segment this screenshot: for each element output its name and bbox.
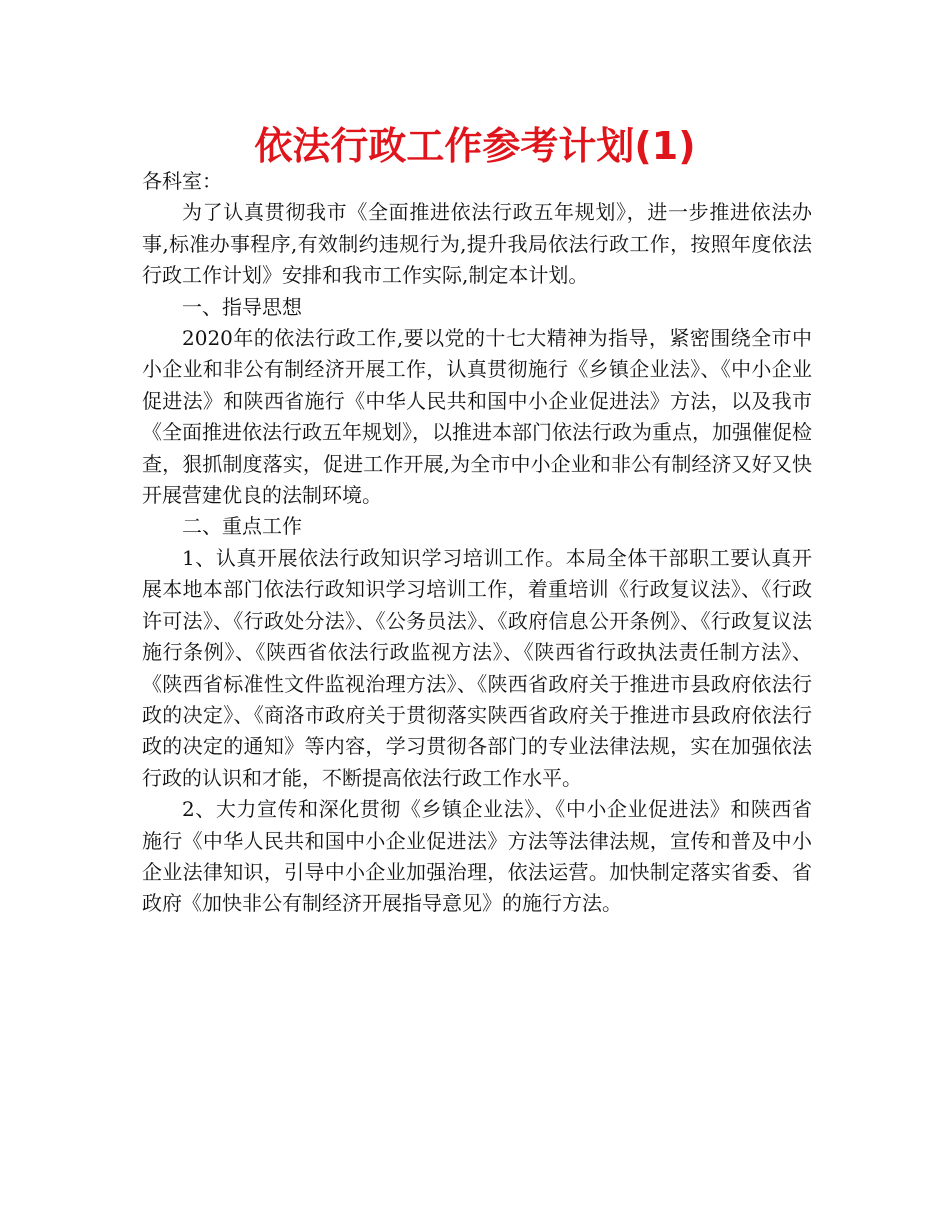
section-heading-guiding-ideology: 一、指导思想 bbox=[182, 294, 302, 319]
paragraph-intro: 为了认真贯彻我市《全面推进依法行政五年规划》，进一步推进依法办事,标准办事程序,有效制约违规行为,提升我局依法行政工作，按照年度依法行政工作计划》安排和我市工作实际,制定本计划。 bbox=[142, 200, 812, 288]
paragraph-guiding-ideology: 2020年的依法行政工作,要以党的十七大精神为指导，紧密围绕全市中小企业和非公有制经济开展工作，认真贯彻施行《乡镇企业法》、《中小企业促进法》和陕西省施行《中华人民共和国中小企业促进法》方法，以及我市《全面推进依法行政五年规划》，以推进本部门依法行政为重点，加强催促检查，狠抓制度落实，促进工作开展,为全市中小企业和非公有制经济又好又快开展营建优良的法制环境。 bbox=[142, 326, 812, 508]
paragraph-key-work-1: 1、认真开展依法行政知识学习培训工作。本局全体干部职工要认真开展本地本部门依法行政知识学习培训工作，着重培训《行政复议法》、《行政许可法》、《行政处分法》、《公务员法》、《政府信息公开条例》、《行政复议法施行条例》、《陕西省依法行政监视方法》、《陕西省行政执法责任制方法》、《陕西省标准性文件监视治理方法》、《陕西省政府关于推进市县政府依法行政的决定》、《商洛市政府关于贯彻落实陕西省政府关于推进市县政府依法行政的决定的通知》等内容，学习贯彻各部门的专业法律法规，实在加强依法行政的认识和才能，不断提高依法行政工作水平。 bbox=[142, 545, 812, 790]
document-title: 依法行政工作参考计划(1) bbox=[254, 124, 696, 168]
salutation: 各科室： bbox=[142, 169, 222, 193]
document-body bbox=[142, 166, 812, 920]
paragraph-key-work-2: 2、大力宣传和深化贯彻《乡镇企业法》、《中小企业促进法》和陕西省施行《中华人民共和国中小企业促进法》方法等法律法规，宣传和普及中小企业法律知识，引导中小企业加强治理，依法运营。加快制定落实省委、省政府《加快非公有制经济开展指导意见》的施行方法。 bbox=[142, 797, 812, 916]
section-heading-key-work: 二、重点工作 bbox=[182, 514, 302, 539]
